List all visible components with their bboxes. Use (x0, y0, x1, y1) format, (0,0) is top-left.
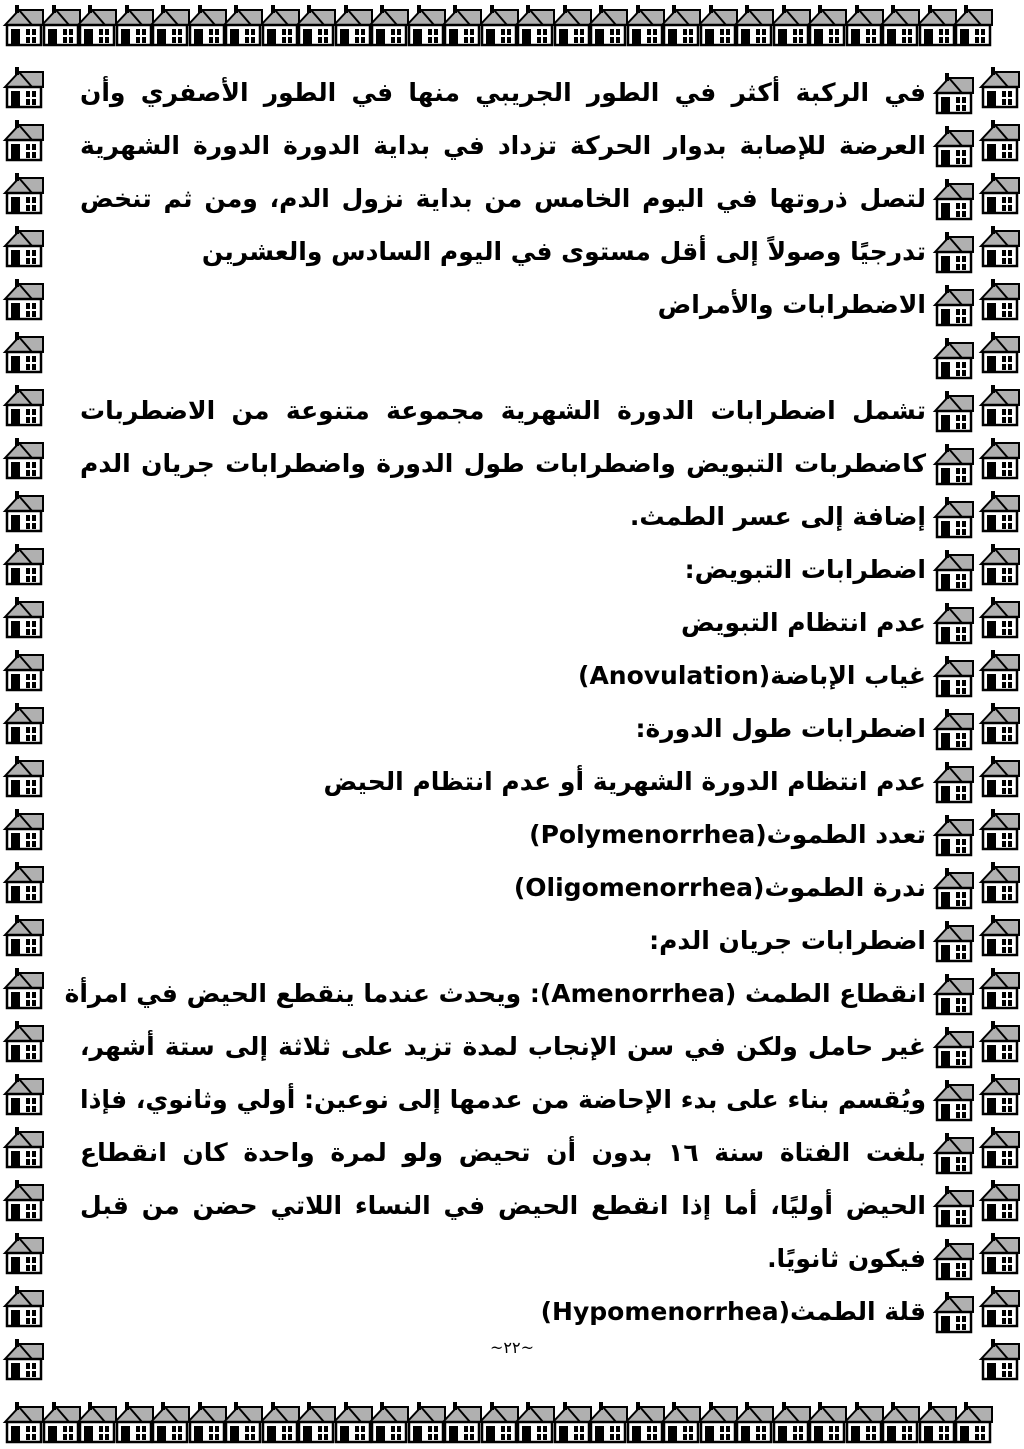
text-line (80, 437, 964, 490)
bullet-house-icon (936, 496, 976, 536)
page-text (64, 66, 964, 1338)
border-house-icon (978, 755, 1022, 799)
border-house-icon (978, 225, 1022, 269)
page-number: ~٢٢~ (490, 1338, 534, 1357)
line-text: ويُقسم بناء على بدء الإحاضة من عدمها إلى نوعين: أولي وثانوي، فإذا (80, 1085, 926, 1114)
border-house-icon (978, 437, 1022, 481)
border-house-icon (2, 66, 46, 110)
line-text: تدرجيًا وصولاً إلى أقل مستوى في اليوم السادس والعشرين (201, 237, 926, 266)
text-line (80, 808, 964, 861)
bullet-house-icon (936, 1132, 976, 1172)
line-text: تشمل اضطرابات الدورة الشهرية مجموعة متنوعة من الاضطربات (80, 396, 926, 425)
border-house-icon (978, 1020, 1022, 1064)
border-house-icon (978, 649, 1022, 693)
border-house-icon (978, 278, 1022, 322)
text-line (80, 1073, 964, 1126)
border-house-icon (2, 755, 46, 799)
border-house-icon (978, 1179, 1022, 1223)
border-house-icon (978, 543, 1022, 587)
text-line (80, 1179, 964, 1232)
bullet-house-icon (936, 655, 976, 695)
line-text: عدم انتظام الدورة الشهرية أو عدم انتظام الحيض (323, 767, 926, 796)
text-line (80, 543, 964, 596)
border-house-icon (2, 1285, 46, 1329)
line-text: غير حامل ولكن في سن الإنجاب لمدة تزيد على ثلاثة إلى ستة أشهر، (80, 1032, 926, 1061)
border-house-icon (978, 1126, 1022, 1170)
bullet-house-icon (936, 602, 976, 642)
border-house-icon (2, 702, 46, 746)
bullet-house-icon (936, 72, 976, 112)
border-house-icon (2, 914, 46, 958)
line-text: لتصل ذروتها في اليوم الخامس من بداية نزول الدم، ومن ثم تنخض (80, 184, 926, 213)
line-text: بلغت الفتاة سنة ١٦ بدون أن تحيض ولو لمرة واحدة كان انقطاع (80, 1138, 927, 1167)
text-line (80, 225, 964, 278)
line-text: غياب الإباضة(Anovulation) (578, 661, 926, 690)
bullet-house-icon (936, 973, 976, 1013)
text-line (80, 66, 964, 119)
border-house-icon (978, 119, 1022, 163)
bullet-house-icon (936, 814, 976, 854)
line-text: إضافة إلى عسر الطمث. (629, 502, 926, 531)
bullet-house-icon (936, 284, 976, 324)
bullet-house-icon (936, 1079, 976, 1119)
border-house-icon (951, 1401, 995, 1445)
border-house-icon (978, 702, 1022, 746)
border-house-icon (2, 861, 46, 905)
border-house-icon (2, 1179, 46, 1223)
text-line (80, 702, 964, 755)
line-text: انقطاع الطمث (Amenorrhea): ويحدث عندما ينقطع الحيض في امرأة (64, 979, 926, 1008)
bullet-house-icon (936, 231, 976, 271)
bullet-house-icon (936, 867, 976, 907)
line-text: اضطرابات التبويض: (684, 555, 926, 584)
text-line (80, 1285, 964, 1338)
bullet-house-icon (936, 920, 976, 960)
border-house-icon (978, 66, 1022, 110)
text-line (64, 967, 964, 1020)
bullet-house-icon (936, 1291, 976, 1331)
line-text: اضطرابات طول الدورة: (635, 714, 926, 743)
border-house-icon (2, 649, 46, 693)
line-text: ندرة الطموث(Oligomenorrhea) (513, 873, 926, 902)
bullet-house-icon (936, 443, 976, 483)
line-text: الحيض أوليًا، أما إذا انقطع الحيض في النساء اللاتي حضن من قبل (80, 1191, 926, 1220)
text-line (80, 861, 964, 914)
border-house-icon (978, 861, 1022, 905)
border-house-icon (951, 4, 995, 48)
border-house-icon (978, 1338, 1022, 1382)
border-house-icon (978, 172, 1022, 216)
border-house-icon (978, 967, 1022, 1011)
border-house-icon (2, 1020, 46, 1064)
line-text: اضطرابات جريان الدم: (649, 926, 926, 955)
border-house-icon (2, 596, 46, 640)
line-text: قلة الطمث(Hypomenorrhea) (540, 1297, 926, 1326)
border-house-icon (2, 384, 46, 428)
line-text: كاضطربات التبويض واضطرابات طول الدورة واضطرابات جريان الدم (80, 449, 926, 478)
text-line (80, 755, 964, 808)
border-house-icon (978, 1232, 1022, 1276)
text-line (80, 490, 964, 543)
border-house-icon (2, 331, 46, 375)
border-house-icon (2, 119, 46, 163)
border-house-icon (2, 172, 46, 216)
line-text: العرضة للإصابة بدوار الحركة تزداد في بداية الدورة الدورة الشهرية (80, 131, 926, 160)
text-line (80, 1232, 964, 1285)
border-house-icon (978, 596, 1022, 640)
border-house-icon (2, 808, 46, 852)
text-line (80, 172, 964, 225)
border-house-icon (2, 1126, 46, 1170)
bullet-house-icon (936, 337, 976, 377)
border-house-icon (978, 1073, 1022, 1117)
border-house-icon (2, 1073, 46, 1117)
text-line (80, 649, 964, 702)
border-house-icon (2, 1338, 46, 1382)
border-house-icon (978, 914, 1022, 958)
text-line (80, 1126, 964, 1179)
bullet-house-icon (936, 390, 976, 430)
bullet-house-icon (936, 125, 976, 165)
border-house-icon (2, 543, 46, 587)
border-house-icon (2, 278, 46, 322)
border-house-icon (978, 808, 1022, 852)
line-text: عدم انتظام التبويض (680, 608, 926, 637)
border-house-icon (978, 490, 1022, 534)
text-line (80, 384, 964, 437)
border-house-icon (978, 331, 1022, 375)
text-line (80, 278, 964, 331)
bullet-house-icon (936, 1185, 976, 1225)
text-line (80, 331, 964, 384)
border-house-icon (2, 1232, 46, 1276)
border-house-icon (978, 1285, 1022, 1329)
line-text: في الركبة أكثر في الطور الجريبي منها في الطور الأصفري وأن (80, 78, 926, 107)
line-text: فيكون ثانويًا. (767, 1244, 926, 1273)
border-house-icon (978, 384, 1022, 428)
bullet-house-icon (936, 549, 976, 589)
text-line (80, 1020, 964, 1073)
border-house-icon (2, 490, 46, 534)
bullet-house-icon (936, 178, 976, 218)
border-house-icon (2, 967, 46, 1011)
bullet-house-icon (936, 708, 976, 748)
border-house-icon (2, 437, 46, 481)
text-line (80, 596, 964, 649)
text-line (80, 914, 964, 967)
line-text: الاضطرابات والأمراض (657, 290, 926, 319)
bullet-house-icon (936, 1026, 976, 1066)
bullet-house-icon (936, 761, 976, 801)
line-text: تعدد الطموث(Polymenorrhea) (529, 820, 926, 849)
text-line (80, 119, 964, 172)
bullet-house-icon (936, 1238, 976, 1278)
border-house-icon (2, 225, 46, 269)
